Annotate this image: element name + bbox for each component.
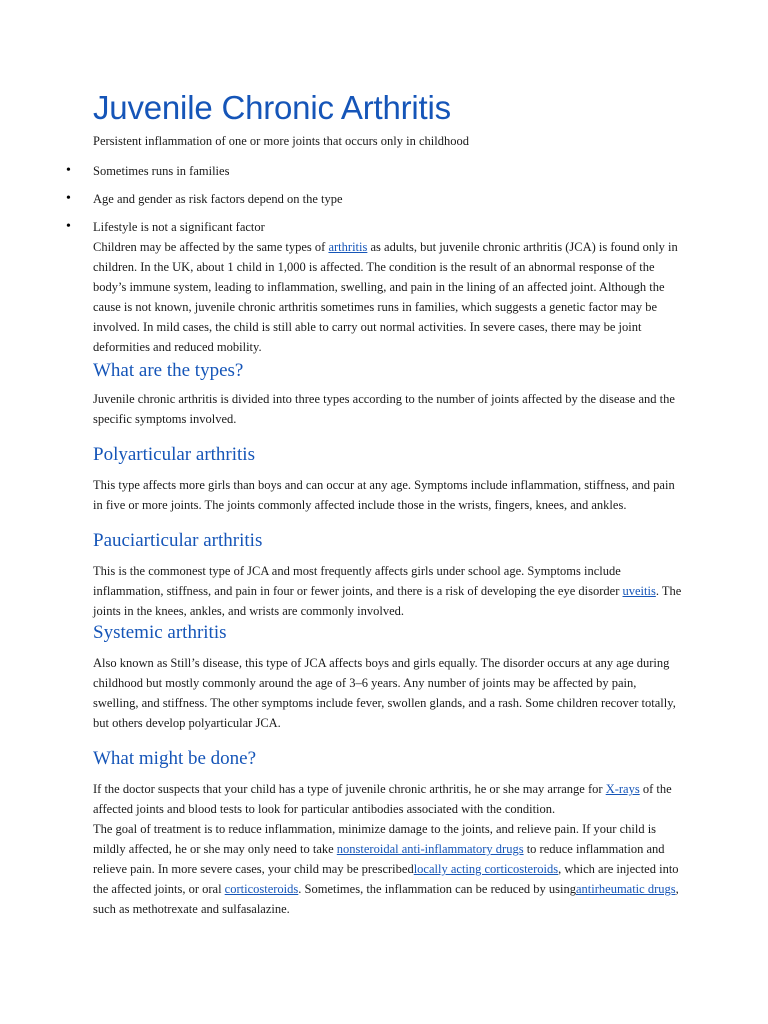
types-heading: What are the types?: [93, 360, 244, 381]
corticosteroids-link[interactable]: corticosteroids: [224, 882, 299, 896]
systemic-paragraph: Also known as Still’s disease, this type of JCA affects boys and girls equally. The disorder occurs at any age during childhood but mostly commonly around the age of 3–6 years. Any number of joints may be affected by pain, swelling, and stiffness. The other symptoms include fever, swollen glands, and a rash. Some children recover totally, but others develop polyarticular JCA.: [93, 656, 676, 730]
page-title: Juvenile Chronic Arthritis: [93, 89, 451, 126]
intro-paragraph: Children may be affected by the same types of arthritis as adults, but juvenile chronic arthritis (JCA) is found only in children. In the UK, about 1 child in 1,000 is affected. The condition is the result of an abnormal response of the body’s immune system, leading to inflammation, swelling, and pain in the lining of an affected joint. Although the cause is not known, juvenile chronic arthritis sometimes runs in families, which suggests a genetic factor may be involved. In mild cases, the child is still able to carry out normal activities. In severe cases, there may be joint deformities and reduced mobility.: [93, 240, 678, 354]
polyarticular-heading: Polyarticular arthritis: [93, 444, 255, 465]
list-item: • Age and gender as risk factors depend on the type: [93, 189, 683, 209]
key-facts-list: [66, 161, 683, 237]
pauciarticular-heading: Pauciarticular arthritis: [93, 530, 263, 551]
x-rays-link[interactable]: X-rays: [605, 782, 640, 796]
types-paragraph: Juvenile chronic arthritis is divided into three types according to the number of joints affected by the disease and the specific symptoms involved.: [93, 392, 675, 426]
bullet-icon: •: [66, 219, 71, 234]
antirheumatic-drugs-link[interactable]: antirheumatic drugs: [575, 882, 676, 896]
treatment-heading: What might be done?: [93, 748, 257, 769]
pauciarticular-paragraph: This is the commonest type of JCA and most frequently affects girls under school age. Symptoms include inflammation, stiffness, and pain in four or fewer joints, and there is a risk of developing the eye disorder uveitis. The joints in the knees, ankles, and wrists are commonly involved.: [93, 564, 682, 618]
uveitis-link[interactable]: uveitis: [622, 584, 656, 598]
local-corticosteroids-link[interactable]: locally acting corticosteroids: [413, 862, 559, 876]
treatment-paragraph-1: If the doctor suspects that your child has a type of juvenile chronic arthritis, he or she may arrange for X-rays of the affected joints and blood tests to look for particular antibodies associated with the condition.: [93, 782, 672, 816]
article: [66, 86, 683, 919]
list-item: • Lifestyle is not a significant factor: [93, 217, 683, 237]
polyarticular-paragraph: This type affects more girls than boys and can occur at any age. Symptoms include inflammation, stiffness, and pain in five or more joints. The joints commonly affected include those in the wrists, fingers, knees, and ankles.: [93, 478, 675, 512]
bullet-icon: •: [66, 163, 71, 178]
systemic-heading: Systemic arthritis: [93, 622, 227, 643]
nsaid-link[interactable]: nonsteroidal anti-inflammatory drugs: [336, 842, 524, 856]
page-subtitle: Persistent inflammation of one or more joints that occurs only in childhood: [93, 134, 469, 148]
bullet-icon: •: [66, 191, 71, 206]
list-item: • Sometimes runs in families: [93, 161, 683, 181]
arthritis-link[interactable]: arthritis: [328, 240, 368, 254]
treatment-paragraph-2: The goal of treatment is to reduce inflammation, minimize damage to the joints, and relieve pain. If your child is mildly affected, he or she may only need to take nonsteroidal anti-inflammatory drugs to reduce inflammation and relieve pain. In more severe cases, your child may be prescribedlocally acting corticosteroids, which are injected into the affected joints, or oral corticosteroids. Sometimes, the inflammation can be reduced by usingantirheumatic drugs, such as methotrexate and sulfasalazine.: [93, 822, 679, 916]
